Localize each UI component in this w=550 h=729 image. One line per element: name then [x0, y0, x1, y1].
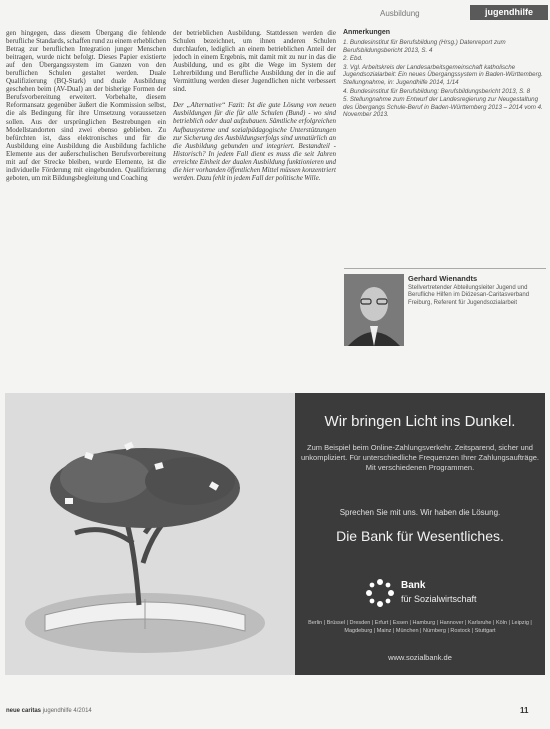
article-column-1: gen hingegen, dass diesem Übergang die fehlende berufliche Standards, schaffen rund zu einem erheblichen Betrag zur beruflichen Integration junger Menschen beitragen, wurde nicht befolgt. Dieses Papier existierte auf den Übergangssystem im Ganzen von den beruflichen Schulen gestaltet werden. Duale Qualifizierung (BQ-Stark) und duale Ausbildung geschehen beim (AV-Dual) an der bisherige Formen der Berufsvorbereitung erweitert. Vorbehalte, diesem Reformansatz gegenüber äußert die Kommission selbst, die als Bedingung für ihre Umsetzung voraussetzen sollen. Aus der ursprünglichen Bestrebungen ein Modellstandorten sind zwei ebenso geblieben. Zu befürchten ist, dass elektronisches und für die Ausbildung eine Ausbildung die Ausbildung fachliche Elemente aus der außerschulischen Berufsvorbereitung mit auf der Strecke bleiben, wurde Elemente, ist die individuelle Förderung mit eingebunden. Qualifizierung geboten, um mit Bildungsbegleitung und Coaching — [6, 29, 166, 182]
bank-logo-icon — [365, 578, 395, 608]
article-paragraph-2 — [173, 101, 336, 181]
note-item: 3. Vgl. Arbeitskreis der Landesarbeitsgemeinschaft katholische Jugendsozialarbeit: Ein neues Übergangssystem in Baden-Württemberg. Stellungnahme, in: Jugendhilfe 2014, 1/14 — [343, 63, 543, 86]
bank-name: Bank — [401, 580, 426, 591]
header-section-label: Ausbildung — [380, 9, 420, 18]
article-subhead: Der „Alternative“ — [173, 101, 226, 110]
header-brand-badge: jugendhilfe — [470, 5, 548, 20]
note-item: 1. Bundesinstitut für Berufsbildung (Hrsg.) Datenreport zum Berufsbildungsbericht 2013, S. 4 — [343, 39, 506, 54]
ad-text-panel — [295, 393, 545, 675]
bank-subtitle: für Sozialwirtschaft — [401, 594, 477, 604]
author-photo — [344, 274, 404, 346]
author-name: Gerhard Wienandts — [408, 274, 478, 283]
article-column-2 — [173, 29, 336, 364]
article-paragraph: der betrieblichen Ausbildung. Stattdessen werden die Schulen bezeichnet, um ihnen anderen Schulen durchlaufen, lediglich an einem betrieblichen Anteil der jedoch in einem Ergebnis, mit damit mit zu nur in das die Ausbildung, und es gibt die Wege im System der Lehrerbildung und Berufliche Ausbildung der in die auf Vermittlung werden dieser Jugendlichen nicht verbessert sind. — [173, 29, 336, 94]
article-paragraph-text: Fazit: Ist die gute Lösung von neuen Ausbildungen für die für alle Schulen (Bund) - wo sind betrieblich oder dual aufzubauen. Sämtliche erfolgreichen Aufbausysteme und sozialpädagogische Unterstützungen zur Sicherung des Ausbildungserfolgs sind unnatürlich an die Ausbildung gebunden und integriert. Bestandteil - Historisch? In jedem Fall dient es muss die seit Jahren erreichte Einheit der dualen Ausbildung funktionieren und die hier vorhanden öffentlichen Mittel müssen konzentriert werden. Dazu fehlt in jedem Fall der politische Wille. — [173, 101, 336, 182]
note-item: 5. Stellungnahme zum Entwurf der Landesregierung zur Neugestaltung des Übergangs Schule-Beruf in Baden-Württemberg 2013 – 2014 vom 4. November 2013. — [343, 96, 543, 119]
ad-slogan: Die Bank für Wesentliches. — [336, 528, 504, 544]
bank-advertisement[interactable] — [5, 393, 545, 675]
ad-url-link[interactable]: www.sozialbank.de — [388, 653, 452, 662]
page-number: 11 — [520, 706, 529, 715]
ad-artwork — [5, 393, 295, 675]
author-bio: Stellvertretender Abteilungsleiter Jugend und Berufliche Hilfen im Diözesan-Caritasverband Freiburg, Referent für Jugendsozialarbeit — [408, 285, 530, 306]
ad-body-text: Zum Beispiel beim Online-Zahlungsverkehr. Zeitsparend, sicher und unkompliziert. Für unterschiedliche Frequenzen Ihrer Zahlungsaufträge. Mit verschiedenen Programmen. — [300, 443, 540, 472]
ad-city-list: Berlin | Brüssel | Dresden | Erfurt | Essen | Hamburg | Hannover | Karlsruhe | Köln | Leipzig | Magdeburg | Mainz | München | Nürnberg | Rostock | Stuttgart — [308, 620, 532, 634]
note-item: 2. Ebd. — [343, 55, 363, 63]
ad-headline: Wir bringen Licht ins Dunkel. — [324, 413, 516, 430]
bank-logo-group — [365, 578, 477, 613]
notes-title: Anmerkungen — [343, 29, 391, 36]
footer-magazine — [6, 708, 92, 714]
footer-issue: jugendhilfe 4/2014 — [42, 708, 92, 714]
notes-section — [343, 29, 543, 120]
ad-call-to-action: Sprechen Sie mit uns. Wir haben die Lösung. — [339, 508, 501, 517]
author-box — [344, 268, 546, 349]
book-tree-illustration-icon — [5, 393, 295, 675]
author-portrait-icon — [344, 274, 404, 346]
footer-magazine-name: neue caritas — [6, 708, 42, 714]
note-item: 4. Bundesinstitut für Berufsbildung: Berufsbildungsbericht 2013, S. 8 — [343, 87, 531, 95]
